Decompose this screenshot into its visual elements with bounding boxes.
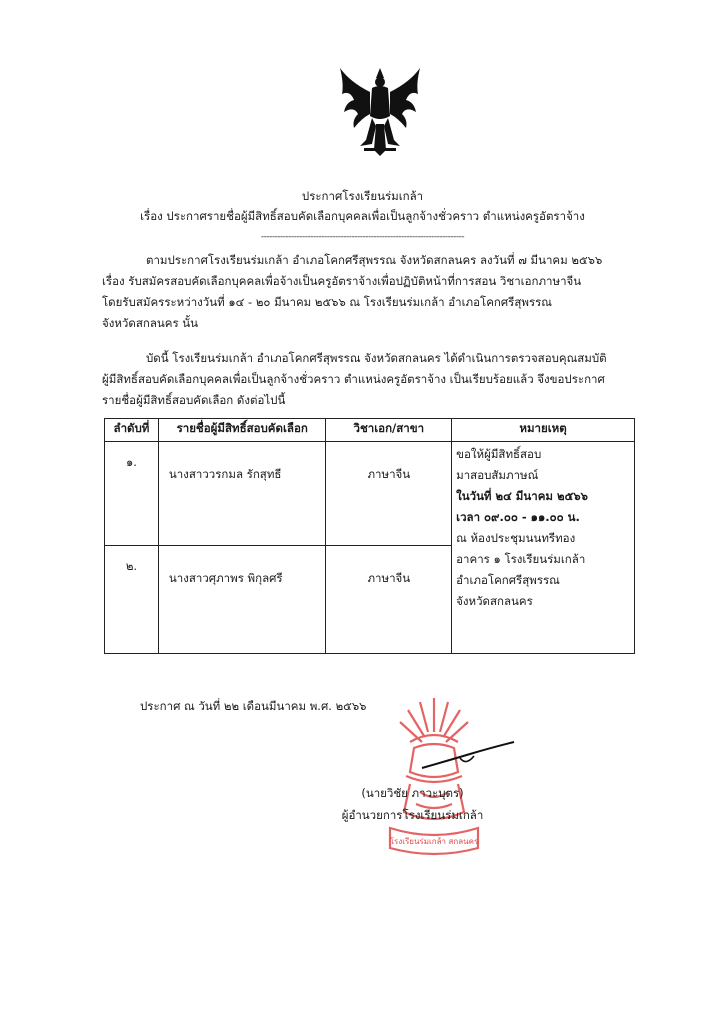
remark-line: มาสอบสัมภาษณ์ — [456, 468, 539, 482]
paragraph-2 — [102, 348, 630, 411]
announcement-subject: เรื่อง ประกาศรายชื่อผู้มีสิทธิ์สอบคัดเลือกบุคคลเพื่อเป็นลูกจ้างชั่วคราว ตำแหน่งครูอัตราจ้าง — [140, 209, 585, 223]
remark-line: ณ ห้องประชุมนนทรีทอง — [456, 531, 576, 545]
paragraph-line: รายชื่อผู้มีสิทธิ์สอบคัดเลือก ดังต่อไปนี้ — [102, 393, 286, 407]
paragraph-line: เรื่อง รับสมัครสอบคัดเลือกบุคคลเพื่อจ้างเป็นครูอัตราจ้างเพื่อปฏิบัติหน้าที่การสอน วิชาเอกภาษาจีน — [102, 274, 582, 288]
table-header-row — [105, 419, 635, 442]
school-seal-icon — [380, 692, 488, 858]
paragraph-line: ผู้มีสิทธิ์สอบคัดเลือกบุคคลเพื่อเป็นลูกจ้างชั่วคราว ตำแหน่งครูอัตราจ้าง เป็นเรียบร้อยแล้ว จึงขอประกาศ — [102, 372, 605, 386]
candidate-name: นางสาววรกมล รักสุทธี — [158, 442, 326, 546]
table-row — [105, 442, 635, 546]
col-header-order: ลำดับที่ — [105, 419, 159, 442]
signature-stroke — [420, 740, 516, 770]
paragraph-1 — [102, 250, 630, 334]
remark-line: จังหวัดสกลนคร — [456, 594, 533, 608]
remark-line: ในวันที่ ๒๔ มีนาคม ๒๕๖๖ — [456, 489, 588, 503]
separator-line: -------------------------------------------------------------------------- — [260, 232, 465, 242]
remark-line: อำเภอโคกศรีสุพรรณ — [456, 573, 560, 587]
paragraph-line: จังหวัดสกลนคร นั้น — [102, 316, 198, 330]
garuda-emblem-icon — [336, 64, 424, 160]
col-header-remark: หมายเหตุ — [452, 419, 635, 442]
remark-line: ขอให้ผู้มีสิทธิ์สอบ — [456, 447, 542, 461]
row-number: ๑. — [105, 442, 159, 546]
signer-position: ผู้อำนวยการโรงเรียนร่มเกล้า — [341, 808, 484, 822]
candidate-subject: ภาษาจีน — [326, 546, 452, 654]
announcement-title: ประกาศโรงเรียนร่มเกล้า — [301, 189, 424, 203]
remark-line: อาคาร ๑ โรงเรียนร่มเกล้า — [456, 552, 586, 566]
seal-text: โรงเรียนร่มเกล้า สกลนคร — [389, 837, 479, 846]
paragraph-line: โดยรับสมัครระหว่างวันที่ ๑๔ - ๒๐ มีนาคม ๒๕๖๖ ณ โรงเรียนร่มเกล้า อำเภอโคกศรีสุพรรณ — [102, 295, 552, 309]
row-number: ๒. — [105, 546, 159, 654]
announcement-date: ประกาศ ณ วันที่ ๒๒ เดือนมีนาคม พ.ศ. ๒๕๖๖ — [140, 699, 367, 713]
col-header-name: รายชื่อผู้มีสิทธิ์สอบคัดเลือก — [158, 419, 326, 442]
remark-line: เวลา ๐๙.๐๐ - ๑๑.๐๐ น. — [456, 510, 580, 524]
col-header-subject: วิชาเอก/สาขา — [326, 419, 452, 442]
signer-name: (นายวิชัย ภาวะบุตร) — [361, 786, 464, 800]
candidate-subject: ภาษาจีน — [326, 442, 452, 546]
paragraph-line: ตามประกาศโรงเรียนร่มเกล้า อำเภอโคกศรีสุพรรณ จังหวัดสกลนคร ลงวันที่ ๗ มีนาคม ๒๕๖๖ — [146, 253, 603, 267]
remark-cell — [452, 442, 635, 654]
candidate-name: นางสาวศุภาพร พิกุลศรี — [158, 546, 326, 654]
paragraph-line: บัดนี้ โรงเรียนร่มเกล้า อำเภอโคกศรีสุพรรณ จังหวัดสกลนคร ได้ดำเนินการตรวจสอบคุณสมบัติ — [146, 351, 607, 365]
candidate-table — [104, 418, 635, 654]
